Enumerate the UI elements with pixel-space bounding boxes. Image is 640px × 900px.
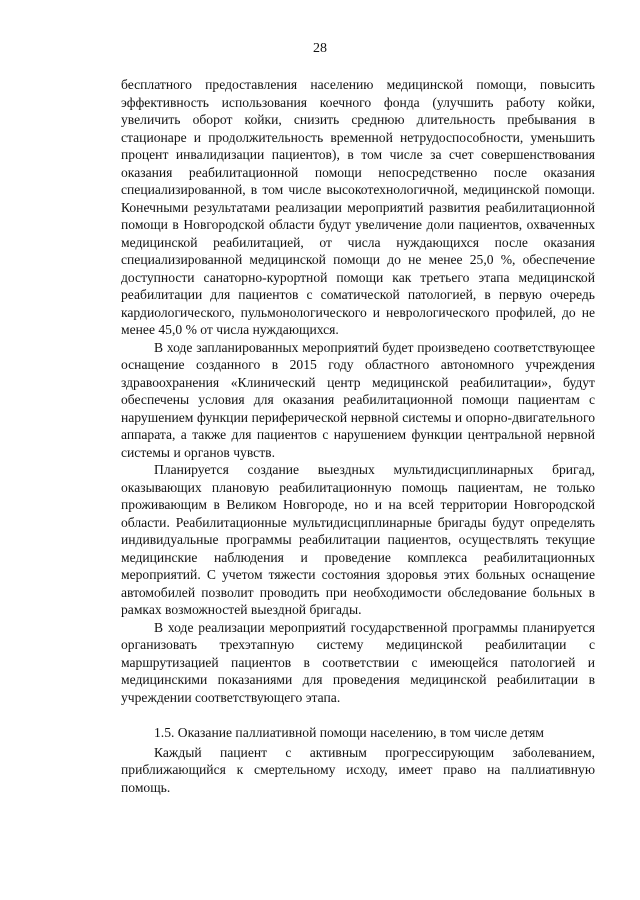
- paragraph-mobile-teams: Планируется создание выездных мультидисциплинарных бригад, оказывающих плановую реабилитационную помощь пациентам, не только проживающим в Великом Новгороде, но и на всей территории Новгородской области. Реабилитационные мультидисциплинарные бригады будут определять индивидуальные программы реабилитации пациентов, осуществлять текущие медицинские наблюдения и проведение комплекса реабилитационных мероприятий. С учетом тяжести состояния здоровья этих больных оснащение автомобилей позволит проводить при необходимости обследование больных в рамках возможностей выездной бригады.: [121, 462, 595, 617]
- document-body: [121, 76, 595, 796]
- page-number: 28: [313, 41, 327, 56]
- paragraph-palliative-right: Каждый пациент с активным прогрессирующим заболеванием, приближающийся к смертельному исходу, имеет право на паллиативную помощь.: [121, 744, 595, 795]
- paragraph-rehabilitation-results: бесплатного предоставления населению медицинской помощи, повысить эффективность использования коечного фонда (улучшить работу койки, увеличить оборот койки, снизить среднюю длительность пребывания в стационаре и продолжительность временной нетрудоспособности, уменьшить процент инвалидизации пациентов), в том числе за счет совершенствования оказания реабилитационной помощи непосредственно после оказания специализированной, в том числе высокотехнологичной, медицинской помощи. Конечными результатами реализации мероприятий развития реабилитационной помощи в Новгородской области будут увеличение доли пациентов, охваченных медицинской реабилитацией, от числа нуждающихся после оказания специализированной медицинской помощи до не менее 25,0 %, обеспечение доступности санаторно-курортной помощи как третьего этапа медицинской реабилитации для пациентов с соматической патологией, в первую очередь кардиологического, пульмонологического и неврологического профилей, до не менее 45,0 % от числа нуждающихся.: [121, 77, 595, 337]
- paragraph-three-stage-system: В ходе реализации мероприятий государственной программы планируется организовать трехэтапную систему медицинской реабилитации с маршрутизацией пациентов в соответствии с имеющейся патологией и медицинскими показаниями для проведения медицинской реабилитации в учреждении соответствующего этапа.: [121, 619, 595, 705]
- section-heading-palliative-care: 1.5. Оказание паллиативной помощи населению, в том числе детям: [154, 725, 545, 740]
- paragraph-clinical-center: В ходе запланированных мероприятий будет произведено соответствующее оснащение созданного в 2015 году областного автономного учреждения здравоохранения «Клинический центр медицинской реабилитации», будут обеспечены условия для оказания реабилитационной помощи пациентам с нарушением функции периферической нервной системы и опорно-двигательного аппарата, а также для пациентов с нарушением функции центральной нервной системы и органов чувств.: [121, 339, 595, 460]
